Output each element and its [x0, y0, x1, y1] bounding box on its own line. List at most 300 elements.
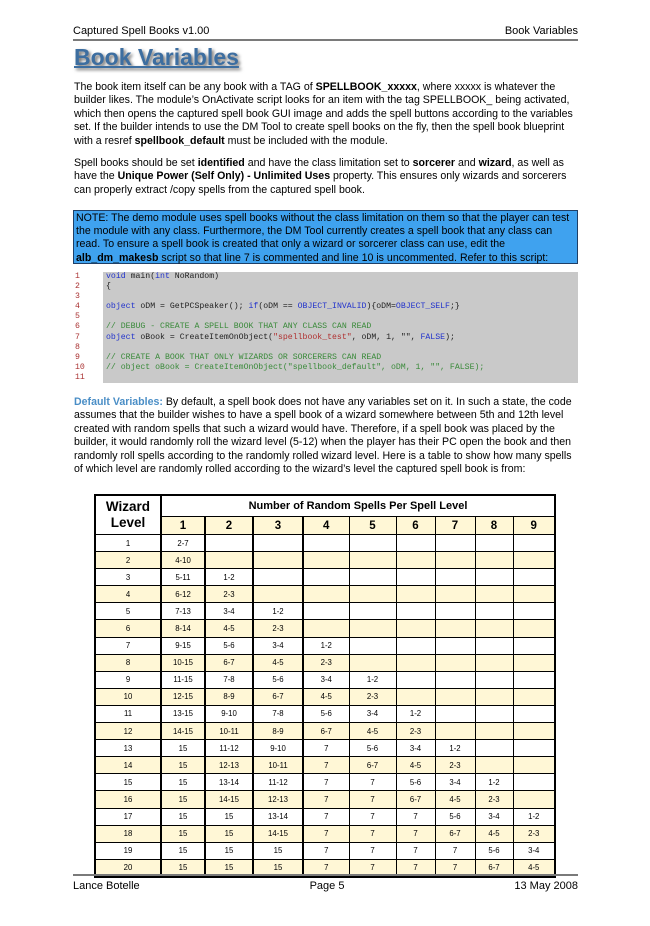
spell-count-cell: 7: [396, 859, 435, 877]
line-number: 10: [73, 363, 103, 373]
spell-count-cell: 6-7: [396, 791, 435, 808]
spell-count-cell: [253, 569, 303, 586]
spell-count-cell: 3-4: [396, 740, 435, 757]
line-number: 7: [73, 333, 103, 343]
text: By default, a spell book does not have any variables set on it. In such a state, the code assumes that the builder wishes to have a spell book of a wizard somewhere between 5th and 12th level created with random spells that such a wizard would have. Therefore, if a spell book was placed by the builder, it would randomly roll the wizard level (5-12) when the player has their PC open the book and then randomly roll spells according to the randomly rolled wizard level. Here is a table to show how many spells of which level are randomly rolled according to the wizard’s level the captured spell book is from:: [74, 396, 572, 476]
spell-count-cell: 12-15: [161, 688, 205, 705]
code-comment: // object oBook = CreateItemOnObject("spellbook_default", oDM, 1, "", FALSE);: [103, 363, 578, 373]
keyword: void: [106, 272, 126, 281]
spell-count-cell: 15: [161, 774, 205, 791]
spell-count-cell: 7: [303, 859, 349, 877]
spell-count-cell: [349, 586, 396, 603]
wizard-level-header: Wizard Level: [95, 495, 161, 535]
spell-count-cell: [475, 620, 513, 637]
spell-count-cell: 4-5: [513, 859, 555, 877]
spell-count-cell: 6-7: [475, 859, 513, 877]
text: NOTE: The demo module uses spell books without the class limitation on them so that the player can test the module with any class. Furthermore, the DM Tool currently creates a spell book that any class can read. To ensure a spell book is created that only a wizard or sorcerer class can use, edit the: [76, 212, 570, 251]
spell-count-cell: [253, 552, 303, 569]
spell-count-cell: 7-8: [253, 705, 303, 722]
spell-count-cell: [475, 723, 513, 740]
spell-count-cell: 1-2: [253, 603, 303, 620]
table-row: [95, 552, 555, 569]
spell-count-cell: [435, 603, 475, 620]
wizard-level-cell: 7: [95, 637, 161, 654]
spell-count-cell: [303, 586, 349, 603]
spell-level-column-header: 9: [513, 517, 555, 535]
spell-count-cell: 6-7: [253, 688, 303, 705]
spell-count-cell: 15: [205, 825, 253, 842]
table-row: [95, 603, 555, 620]
spell-count-cell: [396, 552, 435, 569]
spell-count-cell: 8-9: [253, 723, 303, 740]
spell-count-cell: [349, 654, 396, 671]
text: , as well as have the: [74, 157, 564, 183]
code-line: [73, 353, 578, 363]
spell-count-cell: 15: [161, 825, 205, 842]
wizard-level-cell: 11: [95, 705, 161, 722]
spell-level-column-header: 2: [205, 517, 253, 535]
spell-count-cell: 12-13: [205, 757, 253, 774]
spell-count-cell: 14-15: [205, 791, 253, 808]
string-literal: "spellbook_test": [273, 332, 352, 342]
spell-count-cell: [513, 757, 555, 774]
spell-count-cell: [303, 569, 349, 586]
wizard-level-cell: 6: [95, 620, 161, 637]
default-variables-label: Default Variables:: [74, 396, 163, 408]
spell-count-cell: 7: [349, 859, 396, 877]
spell-count-cell: 4-5: [475, 825, 513, 842]
spell-count-cell: 10-11: [205, 723, 253, 740]
spell-count-cell: 15: [161, 808, 205, 825]
code-line: [73, 322, 578, 332]
spell-count-cell: 5-11: [161, 569, 205, 586]
spell-count-cell: [396, 637, 435, 654]
spell-count-cell: 2-3: [396, 723, 435, 740]
spell-count-cell: 9-10: [253, 740, 303, 757]
text: script so that line 7 is commented and line 10 is uncommented. Refer to this script:: [158, 251, 549, 264]
table-row: [95, 791, 555, 808]
spell-count-cell: [396, 620, 435, 637]
spell-level-column-header: 1: [161, 517, 205, 535]
spell-count-cell: [396, 688, 435, 705]
spell-count-cell: 3-4: [205, 603, 253, 620]
page-title: Book Variables: [74, 44, 239, 70]
line-number: 5: [73, 312, 103, 322]
spell-count-cell: 2-3: [253, 620, 303, 637]
paragraph-book-tag: [74, 81, 579, 148]
spell-count-cell: 7: [303, 774, 349, 791]
table-row: [95, 825, 555, 842]
footer-divider: [73, 874, 578, 876]
spell-count-cell: 5-6: [475, 842, 513, 859]
wizard-level-cell: 20: [95, 859, 161, 877]
spell-count-cell: [435, 569, 475, 586]
spell-count-cell: [475, 569, 513, 586]
bold-script-name: alb_dm_makesb: [76, 251, 159, 264]
spell-count-cell: 1-2: [396, 705, 435, 722]
line-number: 11: [73, 373, 103, 383]
spell-count-cell: 10-15: [161, 654, 205, 671]
spell-count-cell: 1-2: [303, 637, 349, 654]
table-row: [95, 569, 555, 586]
spell-level-column-header: 5: [349, 517, 396, 535]
spell-count-cell: [513, 740, 555, 757]
spell-count-cell: [205, 535, 253, 552]
spell-count-cell: [435, 705, 475, 722]
spell-count-cell: 1-2: [349, 671, 396, 688]
spells-table-body: [95, 535, 555, 877]
spell-count-cell: 2-7: [161, 535, 205, 552]
spell-count-cell: [513, 654, 555, 671]
spell-count-cell: [303, 552, 349, 569]
spell-count-cell: 3-4: [475, 808, 513, 825]
wizard-level-cell: 16: [95, 791, 161, 808]
spell-count-cell: 15: [253, 842, 303, 859]
spell-count-cell: [435, 688, 475, 705]
footer-page-number: Page 5: [309, 880, 345, 892]
code-line: [73, 333, 578, 343]
spell-count-cell: [475, 535, 513, 552]
spell-count-cell: 4-10: [161, 552, 205, 569]
table-row: [95, 620, 555, 637]
code-line: [73, 343, 578, 353]
spell-count-cell: [253, 586, 303, 603]
spell-count-cell: 1-2: [513, 808, 555, 825]
spell-count-cell: 1-2: [205, 569, 253, 586]
spell-count-cell: [475, 740, 513, 757]
spell-count-cell: 7: [303, 842, 349, 859]
wizard-level-cell: 4: [95, 586, 161, 603]
bold-text: wizard: [478, 157, 512, 169]
spell-count-cell: 4-5: [253, 654, 303, 671]
spell-count-cell: 7-13: [161, 603, 205, 620]
spell-count-cell: 7: [349, 808, 396, 825]
spell-count-cell: 11-15: [161, 671, 205, 688]
spell-count-cell: 11-12: [205, 740, 253, 757]
wizard-level-cell: 1: [95, 535, 161, 552]
constant: OBJECT_INVALID: [297, 302, 367, 312]
spell-count-cell: 5-6: [205, 637, 253, 654]
spell-count-cell: 5-6: [435, 808, 475, 825]
spell-count-cell: 10-11: [253, 757, 303, 774]
page-footer: [73, 880, 578, 892]
spell-count-cell: 7-8: [205, 671, 253, 688]
spell-count-cell: 4-5: [303, 688, 349, 705]
spell-count-cell: [475, 757, 513, 774]
code-text: ;}: [449, 302, 460, 312]
table-row: [95, 586, 555, 603]
table-row: [95, 842, 555, 859]
code-block: [73, 272, 578, 388]
spell-count-cell: 1-2: [475, 774, 513, 791]
wizard-level-cell: 19: [95, 842, 161, 859]
table-row: [95, 688, 555, 705]
text: and have the class limitation set to: [244, 157, 413, 169]
spell-count-cell: 13-15: [161, 705, 205, 722]
spell-count-cell: 15: [205, 808, 253, 825]
spell-count-cell: 14-15: [253, 825, 303, 842]
spell-count-cell: 4-5: [205, 620, 253, 637]
spell-count-cell: 11-12: [253, 774, 303, 791]
table-row: [95, 535, 555, 552]
spell-count-cell: [205, 552, 253, 569]
code-comment: // DEBUG - CREATE A SPELL BOOK THAT ANY CLASS CAN READ: [103, 322, 578, 332]
spell-count-cell: 7: [435, 859, 475, 877]
wizard-level-cell: 15: [95, 774, 161, 791]
spell-count-cell: 3-4: [253, 637, 303, 654]
spell-count-cell: 7: [396, 842, 435, 859]
wizard-level-cell: 13: [95, 740, 161, 757]
wizard-level-cell: 14: [95, 757, 161, 774]
wizard-level-cell: 9: [95, 671, 161, 688]
spell-count-cell: 7: [303, 808, 349, 825]
spell-count-cell: 2-3: [475, 791, 513, 808]
text: property. This ensures only wizards and sorcerers can properly extract /copy spells from the captured spell book.: [74, 170, 567, 196]
spell-count-cell: 8-14: [161, 620, 205, 637]
spell-count-cell: 7: [303, 791, 349, 808]
code-text: oBook = CreateItemOnObject(: [135, 332, 274, 342]
spell-count-cell: [475, 654, 513, 671]
spell-count-cell: [253, 535, 303, 552]
spell-count-cell: 9-15: [161, 637, 205, 654]
spell-count-cell: [513, 586, 555, 603]
spell-count-cell: [475, 603, 513, 620]
constant: OBJECT_SELF: [395, 302, 450, 312]
spell-count-cell: [435, 723, 475, 740]
spell-count-cell: [349, 569, 396, 586]
spell-count-cell: [513, 569, 555, 586]
table-row: [95, 637, 555, 654]
code-comment: // CREATE A BOOK THAT ONLY WIZARDS OR SORCERERS CAN READ: [103, 353, 578, 363]
bold-tag: SPELLBOOK_xxxxx: [315, 81, 417, 93]
spell-count-cell: 6-7: [205, 654, 253, 671]
wizard-level-cell: 10: [95, 688, 161, 705]
line-number: 6: [73, 322, 103, 332]
spell-count-cell: 4-5: [349, 723, 396, 740]
spell-count-cell: 4-5: [396, 757, 435, 774]
spell-count-cell: [513, 620, 555, 637]
table-row: [95, 705, 555, 722]
spell-count-cell: 3-4: [349, 705, 396, 722]
line-number: 2: [73, 282, 103, 292]
spell-count-cell: 9-10: [205, 705, 253, 722]
code-text: {: [103, 282, 578, 292]
keyword: int: [155, 272, 170, 281]
code-line: [73, 302, 578, 312]
spells-per-level-header: Number of Random Spells Per Spell Level: [161, 495, 555, 517]
spell-count-cell: [349, 620, 396, 637]
spell-count-cell: 4-5: [435, 791, 475, 808]
spell-count-cell: 2-3: [205, 586, 253, 603]
spell-level-column-header: 7: [435, 517, 475, 535]
spell-count-cell: 6-7: [303, 723, 349, 740]
spell-count-cell: 3-4: [513, 842, 555, 859]
spell-count-cell: [303, 535, 349, 552]
spell-count-cell: 7: [349, 842, 396, 859]
code-line: [73, 373, 578, 383]
code-line: [73, 292, 578, 302]
spell-count-cell: [435, 535, 475, 552]
spell-count-cell: [396, 654, 435, 671]
bold-resref: spellbook_default: [134, 134, 225, 147]
spell-count-cell: 2-3: [513, 825, 555, 842]
spell-count-cell: 3-4: [435, 774, 475, 791]
spell-count-cell: [513, 535, 555, 552]
footer-author: Lance Botelle: [73, 880, 140, 892]
line-number: 1: [73, 272, 103, 282]
spell-count-cell: 15: [205, 859, 253, 877]
spell-count-cell: [349, 603, 396, 620]
wizard-level-cell: 12: [95, 723, 161, 740]
spell-count-cell: 7: [396, 808, 435, 825]
code-text: NoRandom): [169, 272, 220, 281]
spell-count-cell: [513, 671, 555, 688]
spell-count-cell: [396, 671, 435, 688]
text: must be included with the module.: [224, 134, 388, 147]
spell-count-cell: 1-2: [435, 740, 475, 757]
wizard-level-cell: 3: [95, 569, 161, 586]
spell-count-cell: 7: [349, 791, 396, 808]
bold-text: identified: [197, 157, 245, 169]
paragraph-identified: [74, 157, 579, 197]
spell-count-cell: [513, 637, 555, 654]
spell-count-cell: 13-14: [205, 774, 253, 791]
text: and: [455, 157, 479, 169]
spell-count-cell: 15: [161, 757, 205, 774]
code-text: ){oDM=: [366, 302, 396, 312]
spell-count-cell: 13-14: [253, 808, 303, 825]
spell-count-cell: [303, 603, 349, 620]
keyword: if: [248, 302, 259, 312]
table-row: [95, 774, 555, 791]
spell-count-cell: [475, 688, 513, 705]
spell-count-cell: [349, 552, 396, 569]
header-divider: [73, 39, 578, 41]
header-doc-title: Captured Spell Books v1.00: [73, 25, 210, 37]
spell-count-cell: [435, 586, 475, 603]
spell-count-cell: [349, 637, 396, 654]
header-section-title: Book Variables: [504, 25, 578, 37]
spell-count-cell: 2-3: [349, 688, 396, 705]
code-text: main(: [125, 272, 156, 281]
spell-count-cell: [435, 552, 475, 569]
code-line: [73, 282, 578, 292]
note-box: [73, 210, 578, 264]
table-row: [95, 740, 555, 757]
line-number: 9: [73, 353, 103, 363]
spell-count-cell: [513, 552, 555, 569]
table-row: [95, 808, 555, 825]
spell-count-cell: 3-4: [303, 671, 349, 688]
spell-count-cell: [475, 637, 513, 654]
spell-level-column-header: 6: [396, 517, 435, 535]
spell-count-cell: 6-7: [435, 825, 475, 842]
keyword: object: [106, 332, 136, 342]
spell-count-cell: [513, 603, 555, 620]
spells-table: [94, 494, 556, 878]
spell-count-cell: [435, 671, 475, 688]
spell-count-cell: 7: [303, 757, 349, 774]
spell-count-cell: [435, 620, 475, 637]
bold-text: Unique Power (Self Only) - Unlimited Uses: [117, 170, 331, 183]
spell-count-cell: 15: [161, 740, 205, 757]
code-line: [73, 272, 578, 282]
spell-level-header-row: [95, 517, 555, 535]
spell-count-cell: 2-3: [303, 654, 349, 671]
spell-count-cell: 7: [349, 825, 396, 842]
wizard-level-cell: 8: [95, 654, 161, 671]
spell-count-cell: 5-6: [253, 671, 303, 688]
spell-count-cell: [513, 723, 555, 740]
bold-text: sorcerer: [412, 157, 456, 169]
spell-count-cell: 6-12: [161, 586, 205, 603]
spell-count-cell: [303, 620, 349, 637]
wizard-level-cell: 5: [95, 603, 161, 620]
text: The book item itself can be any book with a TAG of: [74, 81, 316, 93]
spell-count-cell: [396, 535, 435, 552]
spell-level-column-header: 4: [303, 517, 349, 535]
spell-count-cell: [475, 586, 513, 603]
spell-count-cell: [396, 569, 435, 586]
spell-count-cell: 15: [205, 842, 253, 859]
wizard-level-cell: 2: [95, 552, 161, 569]
code-line: [73, 363, 578, 373]
code-text: (oDM ==: [258, 302, 298, 312]
code-text: oDM = GetPCSpeaker();: [135, 302, 249, 312]
spell-count-cell: [513, 705, 555, 722]
spell-count-cell: 15: [161, 791, 205, 808]
code-text: , oDM, 1, "",: [351, 332, 421, 342]
spell-count-cell: 5-6: [396, 774, 435, 791]
spell-count-cell: 7: [303, 740, 349, 757]
spell-count-cell: 15: [161, 859, 205, 877]
spell-count-cell: [475, 552, 513, 569]
keyword: object: [106, 302, 136, 312]
table-row: [95, 723, 555, 740]
spell-count-cell: 7: [435, 842, 475, 859]
line-number: 4: [73, 302, 103, 312]
table-row: [95, 757, 555, 774]
footer-date: 13 May 2008: [514, 880, 578, 892]
spell-count-cell: [396, 586, 435, 603]
wizard-level-cell: 18: [95, 825, 161, 842]
code-text: );: [445, 332, 455, 342]
code-line: [73, 312, 578, 322]
spell-count-cell: 6-7: [349, 757, 396, 774]
text: Spell books should be set: [74, 157, 198, 169]
spell-count-cell: [513, 791, 555, 808]
table-row: [95, 654, 555, 671]
spell-count-cell: 2-3: [435, 757, 475, 774]
spell-count-cell: [349, 535, 396, 552]
spell-count-cell: [435, 654, 475, 671]
constant: FALSE: [420, 332, 446, 342]
text: , where xxxxx is whatever the builder likes. The module’s OnActivate script looks for an item with the tag SPELLBOOK_ being activated, which then opens the captured spell book GUI image and adds the spell buttons according to the variables set. If the builder intends to use the DM Tool to create spell books on the fly, then the spell book blueprint with a resref: [74, 81, 573, 147]
spell-count-cell: [475, 705, 513, 722]
spell-count-cell: 7: [396, 825, 435, 842]
spell-count-cell: 5-6: [349, 740, 396, 757]
spell-count-cell: 7: [303, 825, 349, 842]
spell-count-cell: 8-9: [205, 688, 253, 705]
spell-level-column-header: 8: [475, 517, 513, 535]
spell-level-column-header: 3: [253, 517, 303, 535]
spell-count-cell: 7: [349, 774, 396, 791]
spell-count-cell: [513, 688, 555, 705]
spell-count-cell: 15: [161, 842, 205, 859]
spell-count-cell: [396, 603, 435, 620]
spell-count-cell: 14-15: [161, 723, 205, 740]
paragraph-default-variables: [74, 396, 579, 476]
